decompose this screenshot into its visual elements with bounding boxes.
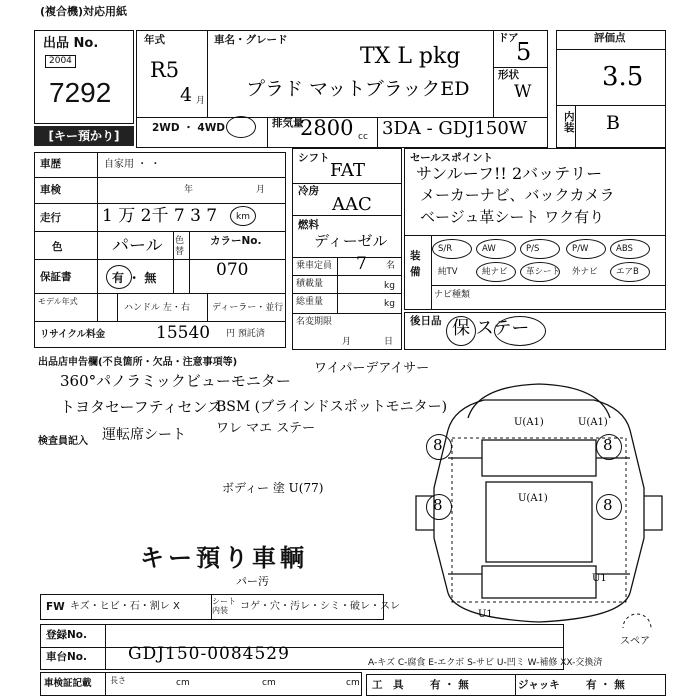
diagram-damage-label: U(A1) — [518, 493, 548, 504]
mileage-unit: km — [236, 212, 250, 222]
equipment-r2-2: 純ナビ — [482, 267, 508, 277]
history-label: 車歴 — [40, 158, 61, 170]
recycle-label: リサイクル料金 — [40, 329, 106, 340]
capacity-value: 7 — [356, 254, 367, 274]
color-no-value: 070 — [216, 260, 249, 280]
rating-label: 評価点 — [594, 32, 626, 44]
inspection-year: 年 — [184, 185, 194, 195]
cm-3: cm — [346, 678, 360, 688]
lot-box — [34, 30, 134, 124]
equipment-circle — [476, 239, 516, 259]
month-value: 4 — [180, 84, 193, 106]
load-label: 積載量 — [296, 279, 324, 289]
diagram-damage-label: U1 — [592, 573, 607, 584]
handle-label: ハンドル 左・右 — [124, 303, 190, 313]
sales-line-1: サンルーフ!! 2バッテリー — [416, 164, 603, 183]
shape-label: 形状 — [498, 69, 519, 81]
capacity-unit: 名 — [386, 261, 396, 271]
diagram-damage-label: U(A1) — [514, 417, 544, 428]
spare-label: スペア — [620, 636, 650, 647]
notes-line-3: BSM (ブラインドスポットモニター) — [216, 399, 448, 415]
model-year-label: モデル年式 — [38, 297, 78, 306]
interior-value: B — [606, 112, 620, 134]
inspector-line-1: 運転席シート — [102, 427, 186, 443]
length-label: 長さ — [110, 676, 126, 685]
tools-value: 有 ・ 無 — [430, 679, 469, 691]
4wd-circle — [226, 116, 256, 138]
notes-label: 出品店申告欄(不良箇所・欠品・注意事項等) — [38, 357, 238, 368]
shift-label: シフト — [298, 152, 330, 164]
chassis-value: GDJ150-0084529 — [128, 644, 290, 664]
equipment-circle — [610, 239, 650, 259]
warranty-options: 有 ・ 無 — [112, 271, 157, 285]
warranty-label: 保証書 — [40, 271, 72, 283]
rename-day: 日 — [384, 337, 394, 347]
equipment-label: 装備 — [410, 250, 421, 278]
rating-value: 3.5 — [602, 62, 644, 92]
sales-line-3: ベージュ革シート ワク有り — [420, 208, 605, 226]
displacement-value: 2800 — [300, 116, 354, 140]
name-grade-label: 車名・グレード — [214, 34, 288, 46]
equipment-r1-5: ABS — [616, 244, 633, 254]
sales-points-label: セールスポイント — [410, 152, 494, 164]
equipment-circle — [476, 262, 516, 282]
ac-label: 冷房 — [298, 185, 319, 197]
seat-label: シート内装 — [212, 597, 236, 615]
cert-label: 車検証記載 — [44, 678, 92, 689]
mileage-value: 1 万 2千 7 3 7 — [102, 206, 218, 226]
equipment-r1-1: S/R — [438, 244, 453, 254]
year-label: 年式 — [144, 34, 165, 46]
inspection-label: 車検 — [40, 184, 61, 196]
equipment-circle — [520, 262, 560, 282]
tire-mark: 8 — [433, 496, 443, 514]
equipment-circle — [432, 239, 472, 259]
equipment-circle — [566, 239, 606, 259]
year-tag: 2004 — [45, 55, 76, 68]
tire-mark: 8 — [603, 496, 613, 514]
displacement-label: 排気量 — [272, 117, 304, 129]
door-label: ドア — [498, 32, 519, 44]
color-value: パール — [112, 236, 163, 256]
year-value: R5 — [150, 58, 180, 82]
reg-label: 登録No. — [46, 629, 87, 641]
cm-2: cm — [262, 678, 276, 688]
capacity-label: 乗車定員 — [296, 261, 333, 271]
fw-label: FW — [46, 601, 65, 613]
shape-value: W — [514, 82, 532, 102]
rename-label: 名変期限 — [296, 317, 333, 327]
inspector-label: 検査員記入 — [38, 436, 88, 447]
notes-line-4: ワイパーデアイサー — [314, 361, 430, 376]
equipment-r1-2: AW — [482, 244, 496, 254]
km-circle — [230, 206, 256, 226]
fw-options: キズ・ヒビ・石・割レ X — [70, 601, 180, 612]
diagram-damage-label: U1 — [478, 609, 493, 620]
shift-value: FAT — [330, 160, 365, 181]
equipment-r2-1: 純TV — [438, 267, 458, 277]
after-market-circle-1 — [446, 316, 476, 346]
color-no-label: カラーNo. — [210, 235, 262, 247]
month-unit: 月 — [196, 96, 206, 106]
inspector-line-3: ボディー 塗 U(77) — [222, 481, 324, 495]
dealer-label: ディーラー・並行 — [212, 303, 284, 313]
interior-label: 内装 — [564, 111, 575, 134]
lot-number: 7292 — [49, 77, 112, 108]
equipment-r2-3: 革シート — [526, 267, 561, 277]
equipment-circle — [610, 262, 650, 282]
door-value: 5 — [516, 38, 532, 66]
key-banner: [キー預かり] — [34, 126, 134, 146]
diagram-damage-label: U(A1) — [578, 417, 608, 428]
cm-1: cm — [176, 678, 190, 688]
damage-legend: A-キズ C-腐食 E-エクボ S-サビ U-凹ミ W-補修 XX-交換済 — [368, 658, 603, 668]
mileage-label: 走行 — [40, 212, 61, 224]
equipment-circle — [520, 239, 560, 259]
color-change-label: 色替 — [175, 236, 185, 257]
gross-label: 総重量 — [296, 297, 324, 307]
tools-label: 工 具 — [372, 679, 404, 691]
displacement-unit: cc — [358, 132, 368, 142]
drive-label: 2WD ・ 4WD — [152, 122, 226, 134]
form-subtitle: (複合機)対応用紙 — [40, 5, 128, 18]
ac-value: AAC — [332, 194, 372, 215]
key-stamp: キー預り車輌 — [140, 544, 308, 572]
jack-value: 有 ・ 無 — [586, 679, 625, 691]
history-options: 自家用 ・ ・ — [104, 159, 161, 170]
recycle-value: 15540 — [156, 323, 211, 343]
recycle-unit: 円 預託済 — [226, 329, 265, 339]
sales-line-2: メーカーナビ、バックカメラ — [420, 186, 615, 204]
model-code: 3DA - GDJ150W — [382, 118, 528, 139]
fuel-label: 燃料 — [298, 219, 319, 231]
chassis-label: 車台No. — [46, 651, 87, 663]
fuel-value: ディーゼル — [314, 232, 388, 250]
equipment-r2-5: エアB — [616, 267, 639, 277]
listing-label: 出品 No. — [43, 36, 99, 51]
jack-label: ジャッキ — [518, 679, 560, 691]
after-market-label: 後日品 — [410, 315, 442, 327]
tire-mark: 8 — [603, 436, 613, 454]
inspection-month: 月 — [256, 185, 266, 195]
load-unit: kg — [384, 281, 395, 291]
color-label: 色 — [52, 241, 63, 253]
equipment-r1-4: P/W — [572, 244, 589, 254]
inspector-line-2: ワレ マエ ステー — [216, 421, 316, 436]
gross-unit: kg — [384, 299, 395, 309]
seat-options: コゲ・穴・汚レ・シミ・破レ・スレ — [240, 601, 400, 612]
rename-month: 月 — [342, 337, 352, 347]
equipment-r1-3: P/S — [526, 244, 540, 254]
notes-line-1: 360°パノラミックビューモニター — [60, 372, 291, 390]
notes-line-2: トヨタセーフティセンス — [60, 398, 223, 416]
after-market-circle-2 — [494, 316, 546, 346]
warranty-circle — [106, 265, 132, 289]
tire-mark: 8 — [433, 436, 443, 454]
pen-note: パー汚 — [236, 575, 269, 588]
after-market-value: 保 ステー — [452, 318, 530, 339]
car-name-value: プラド マットブラックED — [246, 78, 470, 100]
grade-value: TX L pkg — [360, 44, 461, 69]
navi-type-label: ナビ種類 — [434, 290, 471, 300]
equipment-r2-4: 外ナビ — [572, 267, 598, 277]
